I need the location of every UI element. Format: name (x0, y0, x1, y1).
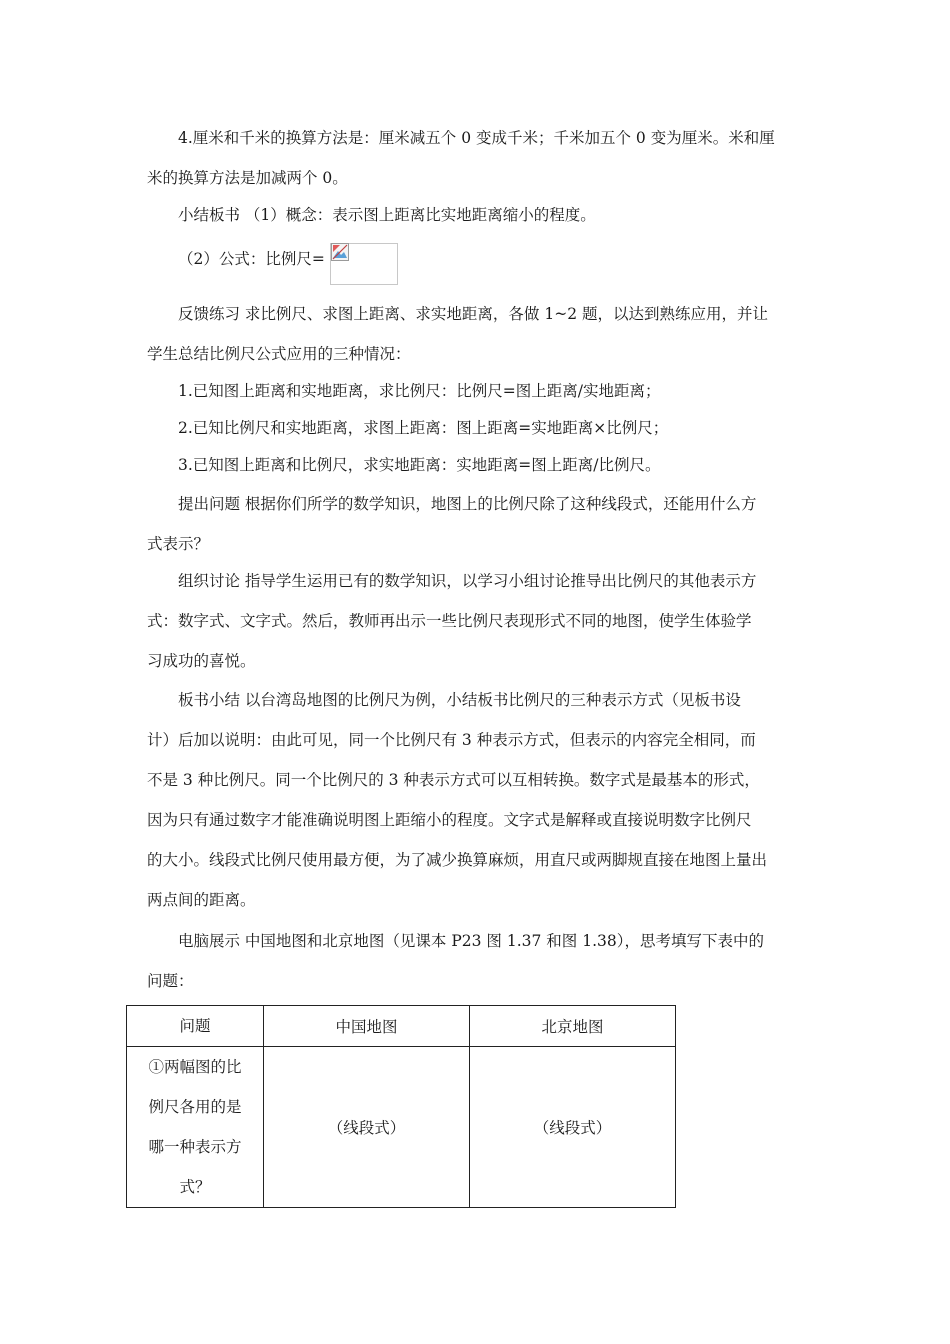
paragraph-unit-conversion-line2: 米的换算方法是加减两个 0。 (147, 169, 348, 187)
discuss-line3: 习成功的喜悦。 (147, 652, 256, 670)
beijing-answer-text: （线段式） (533, 1119, 612, 1137)
case-1: 1.已知图上距离和实地距离，求比例尺：比例尺=图上距离/实地距离； (178, 382, 661, 400)
table-row (127, 1047, 676, 1208)
table-header-beijing-map: 北京地图 (470, 1006, 676, 1047)
discuss-line2: 式：数字式、文字式。然后，教师再出示一些比例尺表现形式不同的地图，使学生体验学 (147, 612, 752, 630)
board-summary-line3: 不是 3 种比例尺。同一个比例尺的 3 种表示方式可以互相转换。数字式是最基本的形式， (147, 771, 760, 789)
feedback-line1: 反馈练习 求比例尺、求图上距离、求实地距离，各做 1~2 题，以达到熟练应用，并让 (178, 305, 768, 323)
question-text-line: 式？ (179, 1178, 211, 1196)
case-3: 3.已知图上距离和比例尺，求实地距离：实地距离=图上距离/比例尺。 (178, 456, 661, 474)
question-line1: 提出问题 根据你们所学的数学知识，地图上的比例尺除了这种线段式，还能用什么方 (178, 495, 757, 513)
question-line2: 式表示？ (147, 535, 210, 553)
broken-image-icon (331, 243, 349, 261)
question-text-line: ①两幅图的比 (148, 1058, 242, 1076)
question-text-line: 哪一种表示方 (148, 1138, 242, 1156)
china-answer-text: （线段式） (327, 1119, 406, 1137)
board-summary-line6: 两点间的距离。 (147, 891, 256, 909)
board-summary-line4: 因为只有通过数字才能准确说明图上距缩小的程度。文字式是解释或直接说明数字比例尺 (147, 811, 752, 829)
table-header-china-map: 中国地图 (264, 1006, 470, 1047)
question-text-line: 例尺各用的是 (148, 1098, 242, 1116)
paragraph-unit-conversion-line1: 4.厘米和千米的换算方法是：厘米减五个 0 变成千米；千米加五个 0 变为厘米。米和厘 (178, 129, 775, 147)
computer-display-line1: 电脑展示 中国地图和北京地图（见课本 P23 图 1.37 和图 1.38），思考填写下表中的 (178, 932, 764, 950)
discuss-line1: 组织讨论 指导学生运用已有的数学知识，以学习小组讨论推导出比例尺的其他表示方 (178, 572, 757, 590)
question-table (126, 1005, 676, 1208)
board-summary-line5: 的大小。线段式比例尺使用最方便，为了减少换算麻烦，用直尺或两脚规直接在地图上量出 (147, 851, 768, 869)
case-2: 2.已知比例尺和实地距离，求图上距离：图上距离=实地距离×比例尺； (178, 419, 669, 437)
summary-concept: 小结板书 （1）概念：表示图上距离比实地距离缩小的程度。 (178, 206, 596, 224)
table-header-question: 问题 (127, 1006, 264, 1047)
board-summary-line1: 板书小结 以台湾岛地图的比例尺为例，小结板书比例尺的三种表示方式（见板书设 (178, 691, 741, 709)
formula-label: （2）公式：比例尺= (178, 250, 325, 268)
table-cell-question (127, 1047, 264, 1208)
table-header-row (127, 1006, 676, 1047)
feedback-line2: 学生总结比例尺公式应用的三种情况： (147, 345, 411, 363)
table-cell-beijing-answer (470, 1047, 676, 1208)
table-cell-china-answer (264, 1047, 470, 1208)
computer-display-line2: 问题： (147, 972, 194, 990)
board-summary-line2: 计）后加以说明：由此可见，同一个比例尺有 3 种表示方式，但表示的内容完全相同，而 (147, 731, 756, 749)
